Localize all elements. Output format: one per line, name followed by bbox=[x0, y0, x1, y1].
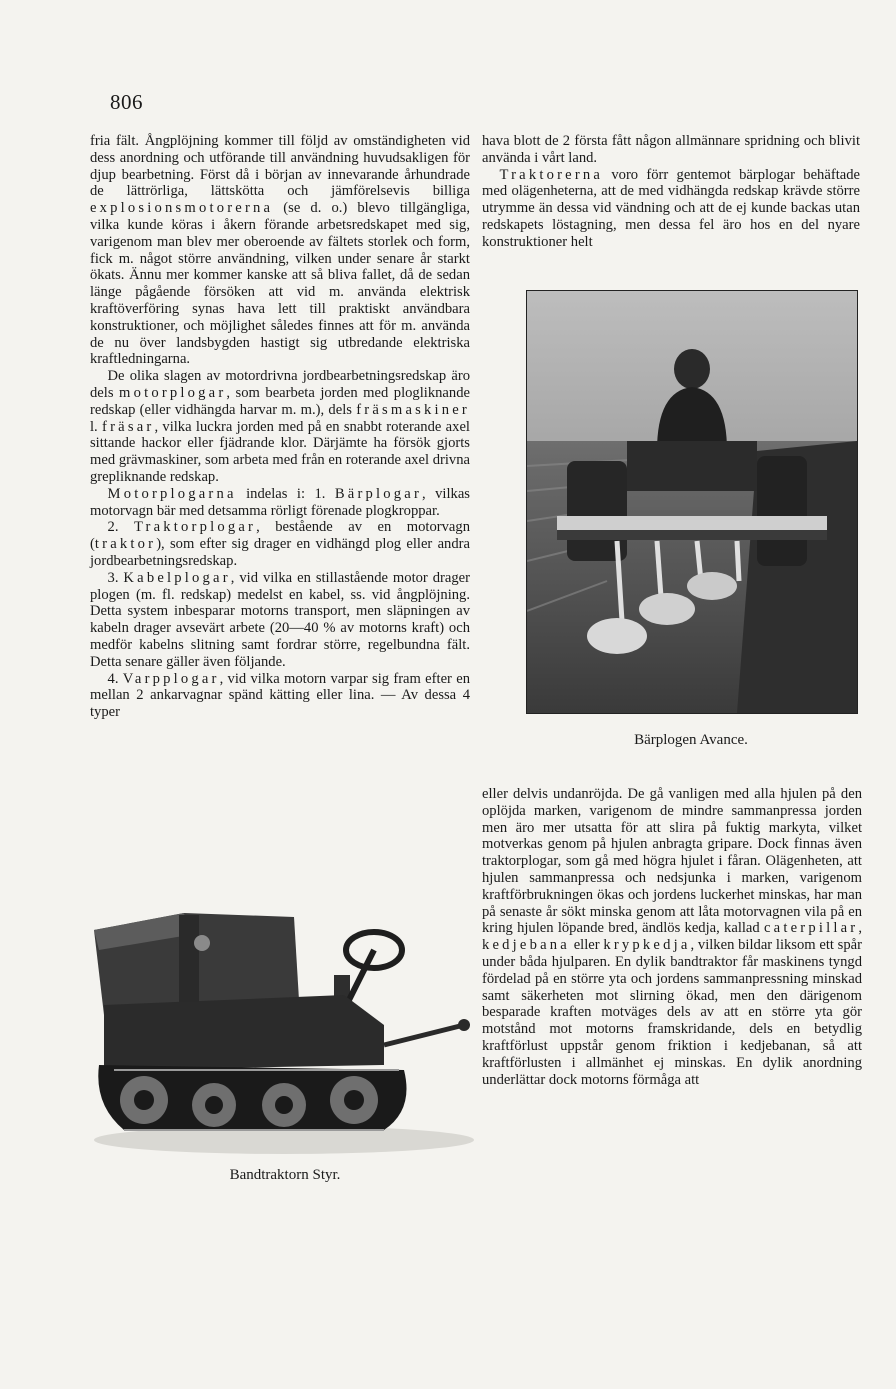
text-run: , bbox=[858, 920, 862, 937]
text-run: eller bbox=[569, 937, 604, 954]
term-traktorerna: Traktorerna bbox=[499, 166, 604, 183]
term-explosionsmotorerna: explosionsmotorerna bbox=[90, 200, 274, 217]
paragraph-8 bbox=[482, 167, 860, 251]
bandtraktor-photo bbox=[84, 905, 476, 1160]
text-run: 2. bbox=[107, 519, 134, 536]
paragraph-3 bbox=[90, 486, 470, 520]
text-run: voro förr gentemot bärplogar behäftade med olägenheterna, att de med vidhängda redskap krävde större utrymme än dessa vid vändning och att de ej kunde backas utan redskapets löstagning, men dessa fel äro hos en del nyare konstruktioner helt bbox=[482, 166, 860, 250]
text-run: fria fält. Ångplöjning kommer till följd av omständigheten vid dess anordning och utförande till användning huvudsakligen för djup bearbetning. Först då i början av innevarande århundrade de lättrörliga, lättskötta och jämförelsevis billiga bbox=[90, 133, 470, 200]
term-caterpillar: caterpillar bbox=[763, 920, 859, 937]
text-run: De olika slagen av motordrivna jordbearbetningsredskap äro dels bbox=[90, 368, 470, 401]
term-motorplogarna: Motorplogarna bbox=[107, 485, 237, 502]
paragraph-4 bbox=[90, 519, 470, 569]
paragraph-2 bbox=[90, 368, 470, 486]
barplog-caption: Bärplogen Avance. bbox=[634, 732, 748, 748]
barplog-photo bbox=[526, 290, 858, 714]
paragraph-5 bbox=[90, 570, 470, 671]
text-run: indelas i: 1. bbox=[236, 485, 335, 502]
text-run: , som bearbeta jorden med plogliknande redskap (eller vidhängda harvar m. m.), dels bbox=[90, 384, 470, 418]
paragraph-7: hava blott de 2 första fått någon allmännare spridning och blivit använda i vårt land. bbox=[482, 133, 860, 166]
paragraph-6 bbox=[90, 671, 470, 721]
term-traktor: traktor bbox=[94, 536, 157, 553]
barplog-illustration bbox=[527, 291, 857, 713]
paragraph-1 bbox=[90, 133, 470, 368]
right-column-bottom bbox=[482, 786, 862, 1088]
page-number: 806 bbox=[110, 90, 143, 114]
text-run: , vilka luckra jorden med på en snabbt roterande axel sittande hackor eller fjädrande klor. Därjämte ha försök gjorts med grävmaskiner, som arbeta med från en roterande axel drivna grepliknande redskap. bbox=[90, 418, 470, 485]
term-frasmaskiner: fräsmaskiner bbox=[356, 401, 470, 418]
text-run: 4. bbox=[107, 670, 123, 687]
bandtraktor-illustration bbox=[84, 905, 476, 1160]
text-run: , vid vilka en stillastående motor drager plogen (m. fl. redskap) medelst en kabel, ss. vid ångplöjning. Detta system inbesparar motorns transport, men släpningen av kabeln drager avsevärt arbete (20—40 % av motorns kraft) och medför kabelns slitning samt fordrar större, regelbundna fält. Detta senare gäller även följande. bbox=[90, 569, 471, 670]
term-motorplogar: motorplogar bbox=[119, 384, 227, 401]
text-run: 3. bbox=[107, 569, 124, 586]
text-run: , vilken bildar liksom ett spår under båda hjulparen. En dylik bandtraktor får maskinens tyngd fördelad på en större yta och jordens sammanpressning minskad samt säkerheten mot slirning ökad, men den därigenom besparade kraften motväges dels av att en större yta gör motstånd mot motorns framskridande, dels en betydlig kraftförlust uppstår genom friktion i kedjebanan, så att kraftförlusten i allmänhet ej minskas. En dylik anordning underlättar dock motorns förmåga att bbox=[482, 937, 862, 1088]
right-column-top bbox=[482, 133, 860, 251]
term-kedjebana: kedjebana bbox=[482, 937, 570, 954]
term-krypkedja: krypkedja bbox=[603, 937, 691, 954]
text-run: , bestående av en motorvagn ( bbox=[90, 519, 470, 553]
text-run: , vid vilka motorn varpar sig fram efter en mellan 2 ankarvagnar spänd kätting eller lina. — Av dessa 4 typer bbox=[90, 670, 470, 721]
text-run: , vilkas motorvagn bär med detsamma rörligt förenade plogkroppar. bbox=[90, 485, 470, 519]
term-traktorplogar: Traktorplogar bbox=[133, 519, 257, 536]
term-varpplogar: Varpplogar bbox=[122, 670, 220, 687]
left-column bbox=[90, 133, 470, 721]
paragraph-9 bbox=[482, 786, 862, 1088]
term-kabelplogar: Kabelplogar bbox=[123, 569, 231, 586]
bandtraktor-caption: Bandtraktorn Styr. bbox=[229, 1167, 341, 1183]
text-run: l. bbox=[90, 418, 103, 435]
term-frasar: fräsar bbox=[102, 418, 155, 435]
term-barplogar: Bärplogar bbox=[334, 485, 423, 502]
text-run: ), som efter sig drager en vidhängd plog eller andra jordbearbetningsredskap. bbox=[90, 536, 470, 569]
text-run: eller delvis undanröjda. De gå vanligen med alla hjulen på den oplöjda marken, varigenom de mindre sammanpressa jorden men äro mer utsatta för att slira på fuktig markyta, vilket motverkas genom på hjulen anbragta gripare. Dock finnas även traktorplogar, som gå med högra hjulet i fåran. Olägenheten, att hjulen sammanpressa och nedsjunka i marken, varigenom kraftförbrukningen ökas och jordens luckerhet minskas, har man på senaste år sökt minska genom att låta motorvagnen vila på en kring hjulen löpande bred, ändlös kedja, kallad bbox=[482, 786, 862, 937]
text-run: (se d. o.) blevo tillgängliga, vilka kunde köras i åkern förande arbetsredskapet med sig, varigenom man blev mer oberoende av fältets storlek och form, fick m. något större användning, vilken under senare år starkt ökats. Ännu mer kommer kanske att så bliva fallet, då de sedan länge pågående försöken att vid m. använda elektrisk kraftöverföring synas hava lett till praktiskt användbara konstruktioner, och möjlighet således finnes att för m. använda de nu över landsbygden hastigt sig utbredande elektriska kraftledningarna. bbox=[90, 200, 470, 368]
